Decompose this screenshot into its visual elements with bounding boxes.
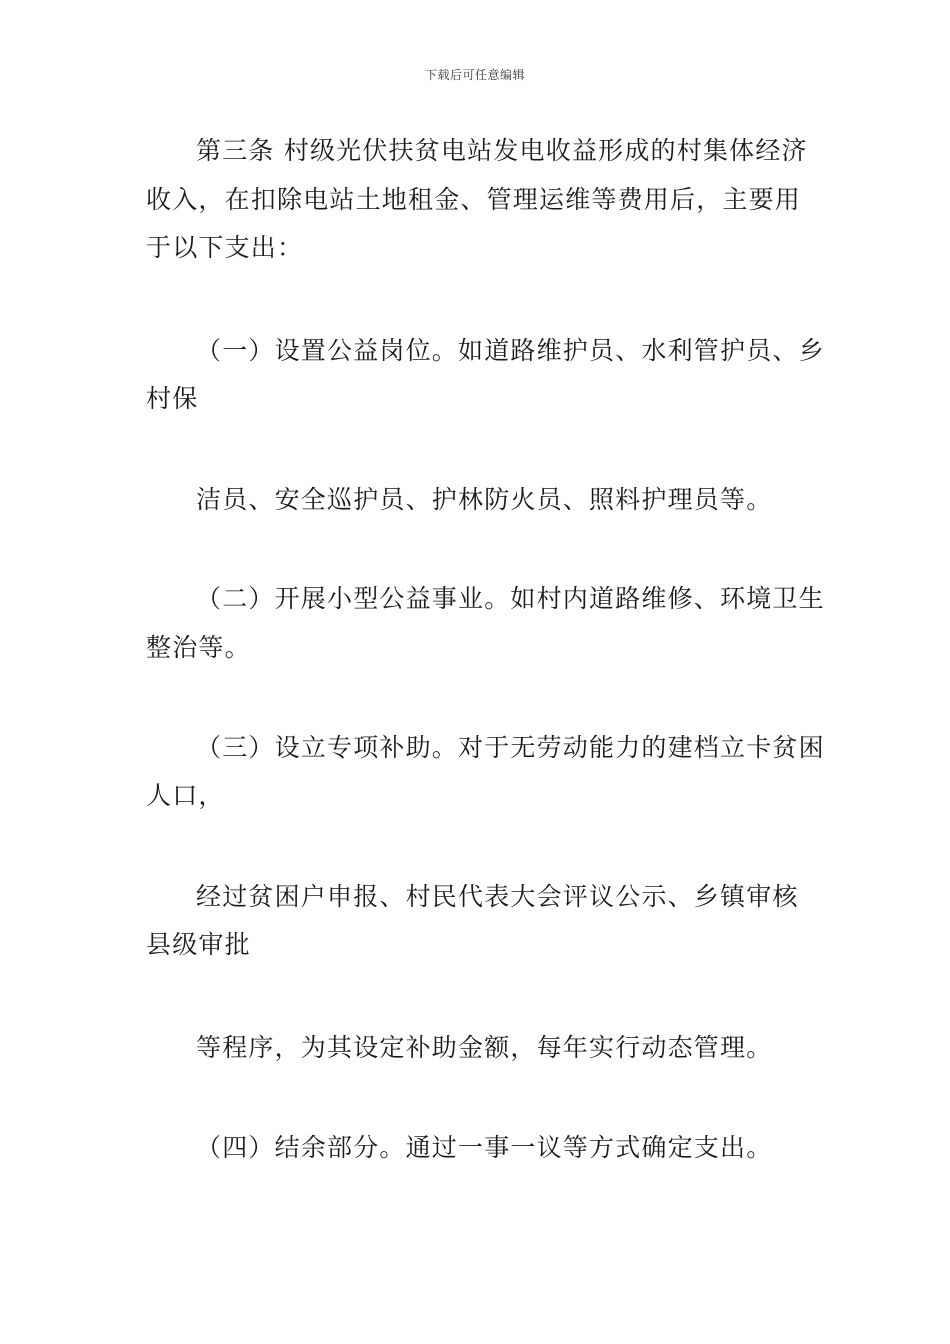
item-3-continuation-line-2: 县级审批 — [146, 930, 251, 959]
paragraph-article-3-line-2: 收入，在扣除电站土地租金、管理运维等费用后，主要用 — [146, 185, 802, 214]
item-4-line-1: （四）结余部分。通过一事一议等方式确定支出。 — [196, 1133, 773, 1162]
item-1-line-2: 村保 — [146, 384, 199, 413]
item-1-line-1: （一）设置公益岗位。如道路维护员、水利管护员、乡 — [196, 336, 825, 365]
item-3-line-1: （三）设立专项补助。对于无劳动能力的建档立卡贫困 — [196, 733, 825, 762]
paragraph-article-3-line-3: 于以下支出： — [146, 233, 304, 262]
item-2-line-2: 整治等。 — [146, 633, 251, 662]
item-1-continuation: 洁员、安全巡护员、护林防火员、照料护理员等。 — [196, 485, 773, 514]
header-note: 下载后可任意编辑 — [424, 68, 525, 82]
item-2-line-1: （二）开展小型公益事业。如村内道路维修、环境卫生 — [196, 584, 825, 613]
item-3-line-2: 人口， — [146, 781, 225, 810]
item-3-continuation-line-3: 等程序，为其设定补助金额，每年实行动态管理。 — [196, 1033, 773, 1062]
paragraph-article-3-line-1: 第三条 村级光伏扶贫电站发电收益形成的村集体经济 — [196, 136, 808, 165]
item-3-continuation-line-1: 经过贫困户申报、村民代表大会评议公示、乡镇审核 — [196, 882, 799, 911]
